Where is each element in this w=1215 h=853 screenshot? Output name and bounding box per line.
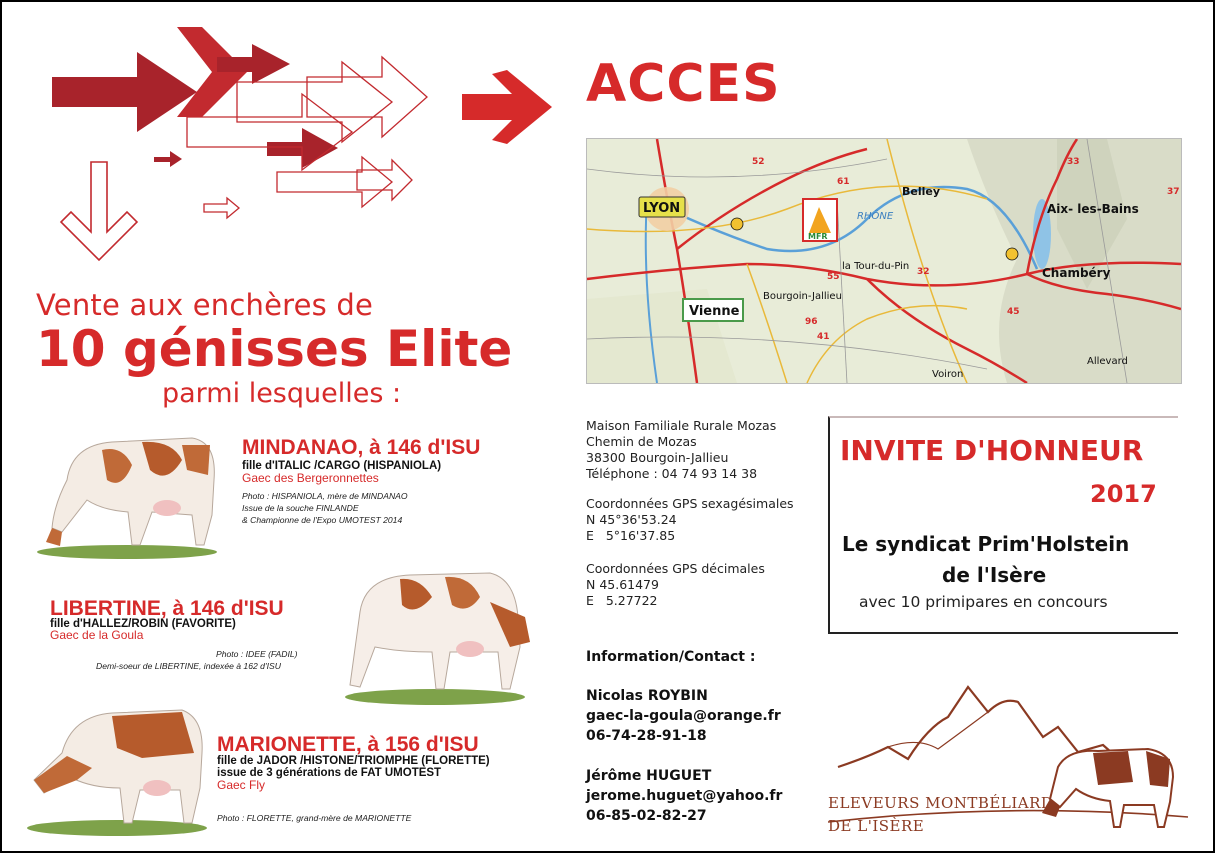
map-label: Chambéry	[1042, 266, 1111, 280]
gps-dec-title: Coordonnées GPS décimales	[586, 561, 765, 576]
map-label: Vienne	[689, 304, 740, 319]
invite-org: Le syndicat Prim'Holstein	[842, 532, 1130, 556]
headline-main: 10 génisses Elite	[36, 320, 513, 378]
access-map[interactable]	[586, 138, 1182, 384]
svg-text:52: 52	[752, 157, 765, 167]
invite-title: INVITE D'HONNEUR	[840, 434, 1144, 467]
svg-text:41: 41	[817, 332, 830, 342]
cow-photo-mindanao	[32, 420, 222, 560]
contact-email[interactable]: gaec-la-goula@orange.fr	[586, 708, 781, 724]
svg-text:37: 37	[1167, 187, 1180, 197]
large-arrow-icon	[52, 27, 247, 132]
address-line: Chemin de Mozas	[586, 434, 697, 449]
svg-text:33: 33	[1067, 157, 1080, 167]
gps-value: N 45°36'53.24	[586, 512, 677, 527]
map-label: la Tour-du-Pin	[842, 261, 910, 272]
acces-arrow-icon	[462, 70, 552, 144]
map-graphic	[587, 139, 1181, 383]
decorative-arrows	[42, 22, 562, 287]
invite-org: de l'Isère	[942, 563, 1047, 587]
contact-email[interactable]: jerome.huguet@yahoo.fr	[586, 788, 783, 804]
heifer-caption: Demi-soeur de LIBERTINE, indexée à 162 d'ISU	[96, 661, 281, 671]
svg-text:96: 96	[805, 317, 818, 327]
heifer-caption: Photo : FLORETTE, grand-mère de MARIONETTE	[217, 813, 412, 823]
contact-phone[interactable]: 06-85-02-82-27	[586, 808, 707, 824]
svg-text:55: 55	[827, 272, 840, 282]
contact-name: Jérôme HUGUET	[586, 768, 712, 784]
cow-photo-libertine	[340, 557, 535, 707]
gps-value: N 45.61479	[586, 577, 659, 592]
heifer-title: MARIONETTE, à 156 d'ISU	[217, 733, 479, 756]
svg-text:32: 32	[917, 267, 930, 277]
contact-phone[interactable]: 06-74-28-91-18	[586, 728, 707, 744]
heifer-title: LIBERTINE, à 146 d'ISU	[50, 597, 284, 620]
map-label: Voiron	[932, 369, 964, 380]
heifer-caption: Photo : HISPANIOLA, mère de MINDANAO	[242, 491, 408, 501]
headline-line3: parmi lesquelles :	[162, 378, 402, 409]
contact-name: Nicolas ROYBIN	[586, 688, 708, 704]
logo-cow	[1042, 749, 1173, 827]
cow-photo-marionette	[22, 698, 212, 838]
heifer-caption: Issue de la souche FINLANDE	[242, 503, 359, 513]
heifer-pedigree: fille de JADOR /HISTONE/TRIOMPHE (FLORETTE)	[217, 755, 490, 767]
medium-arrow-icon	[154, 44, 338, 168]
acces-title: ACCES	[586, 54, 781, 114]
headline-line1: Vente aux enchères de	[36, 288, 374, 322]
heifer-caption: Photo : IDEE (FADIL)	[216, 649, 298, 659]
heifer-title: MINDANAO, à 146 d'ISU	[242, 436, 481, 459]
gps-sexa-title: Coordonnées GPS sexagésimales	[586, 496, 794, 511]
map-label: Allevard	[1087, 356, 1128, 367]
heifer-farm: Gaec Fly	[217, 778, 266, 792]
map-label: MFR	[808, 232, 828, 241]
heifer-pedigree: fille d'ITALIC /CARGO (HISPANIOLA)	[242, 460, 442, 472]
contact-title: Information/Contact :	[586, 649, 756, 665]
heifer-farm: Gaec de la Goula	[50, 628, 144, 642]
gps-value: E 5.27722	[586, 593, 658, 608]
heifer-pedigree: fille d'HALLEZ/ROBIN (FAVORITE)	[50, 618, 236, 630]
map-label: Aix- les-Bains	[1047, 202, 1139, 216]
address-line: Maison Familiale Rurale Mozas	[586, 418, 777, 433]
heifer-farm: Gaec des Bergeronnettes	[242, 471, 379, 485]
gps-value: E 5°16'37.85	[586, 528, 676, 543]
svg-text:45: 45	[1007, 307, 1020, 317]
heifer-pedigree: issue de 3 générations de FAT UMOTEST	[217, 767, 442, 779]
map-label: RHÔNE	[857, 211, 894, 222]
address-line: 38300 Bourgoin-Jallieu	[586, 450, 729, 465]
heifer-caption: & Championne de l'Expo UMOTEST 2014	[242, 515, 403, 525]
map-label: Belley	[902, 185, 941, 198]
svg-text:61: 61	[837, 177, 850, 187]
phone-line: Téléphone : 04 74 93 14 38	[586, 466, 758, 481]
logo-text: ELEVEURS MONTBÉLIARD	[828, 794, 1054, 812]
invite-year: 2017	[1090, 480, 1157, 508]
map-label: LYON	[643, 201, 681, 216]
map-label: Bourgoin-Jallieu	[763, 291, 842, 302]
invite-subtitle: avec 10 primipares en concours	[859, 593, 1108, 611]
logo-text: DE L'ISÈRE	[828, 817, 925, 835]
